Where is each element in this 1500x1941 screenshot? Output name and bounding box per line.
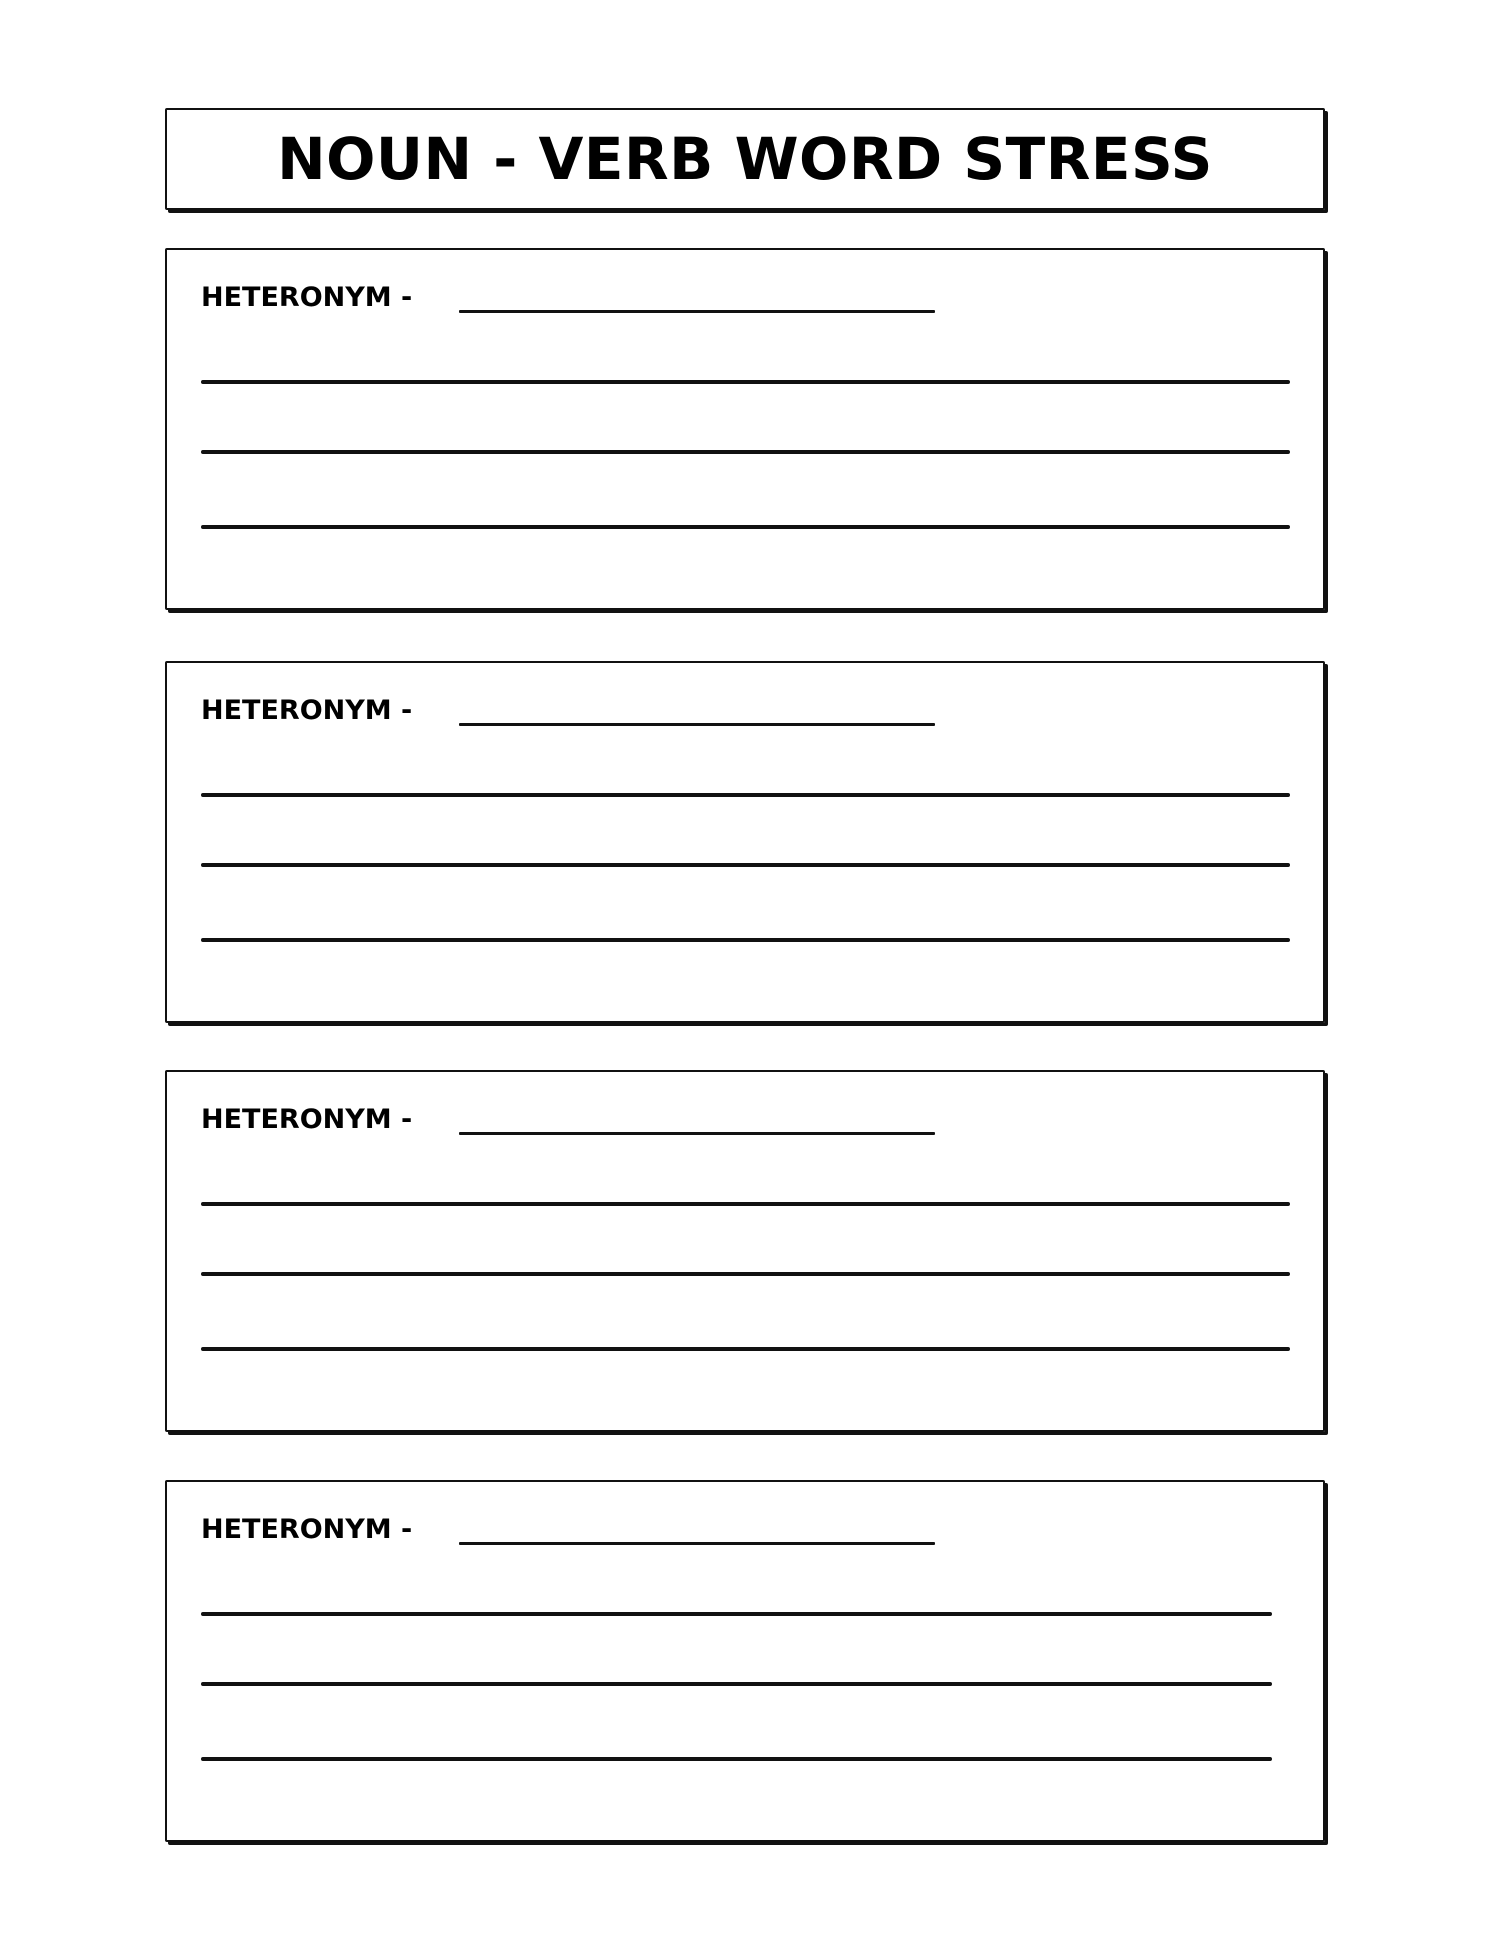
heteronym-label: HETERONYM - (201, 1104, 413, 1135)
heteronym-card-3 (165, 1070, 1325, 1432)
writing-line[interactable] (201, 1682, 1272, 1686)
page-title: NOUN - VERB WORD STRESS (277, 125, 1213, 193)
heteronym-answer-line[interactable] (459, 1542, 935, 1545)
heteronym-answer-line[interactable] (459, 310, 935, 313)
heteronym-card-2 (165, 661, 1325, 1023)
heteronym-answer-line[interactable] (459, 723, 935, 726)
heteronym-label: HETERONYM - (201, 695, 413, 726)
writing-line[interactable] (201, 450, 1290, 454)
writing-line[interactable] (201, 1757, 1272, 1761)
writing-line[interactable] (201, 863, 1290, 867)
heteronym-label: HETERONYM - (201, 1514, 413, 1545)
heteronym-card-4 (165, 1480, 1325, 1842)
writing-line[interactable] (201, 1612, 1272, 1616)
writing-line[interactable] (201, 938, 1290, 942)
writing-line[interactable] (201, 525, 1290, 529)
heteronym-answer-line[interactable] (459, 1132, 935, 1135)
writing-line[interactable] (201, 793, 1290, 797)
writing-line[interactable] (201, 1202, 1290, 1206)
heteronym-card-1 (165, 248, 1325, 610)
writing-line[interactable] (201, 1272, 1290, 1276)
writing-line[interactable] (201, 1347, 1290, 1351)
title-banner (165, 108, 1325, 210)
writing-line[interactable] (201, 380, 1290, 384)
heteronym-label: HETERONYM - (201, 282, 413, 313)
